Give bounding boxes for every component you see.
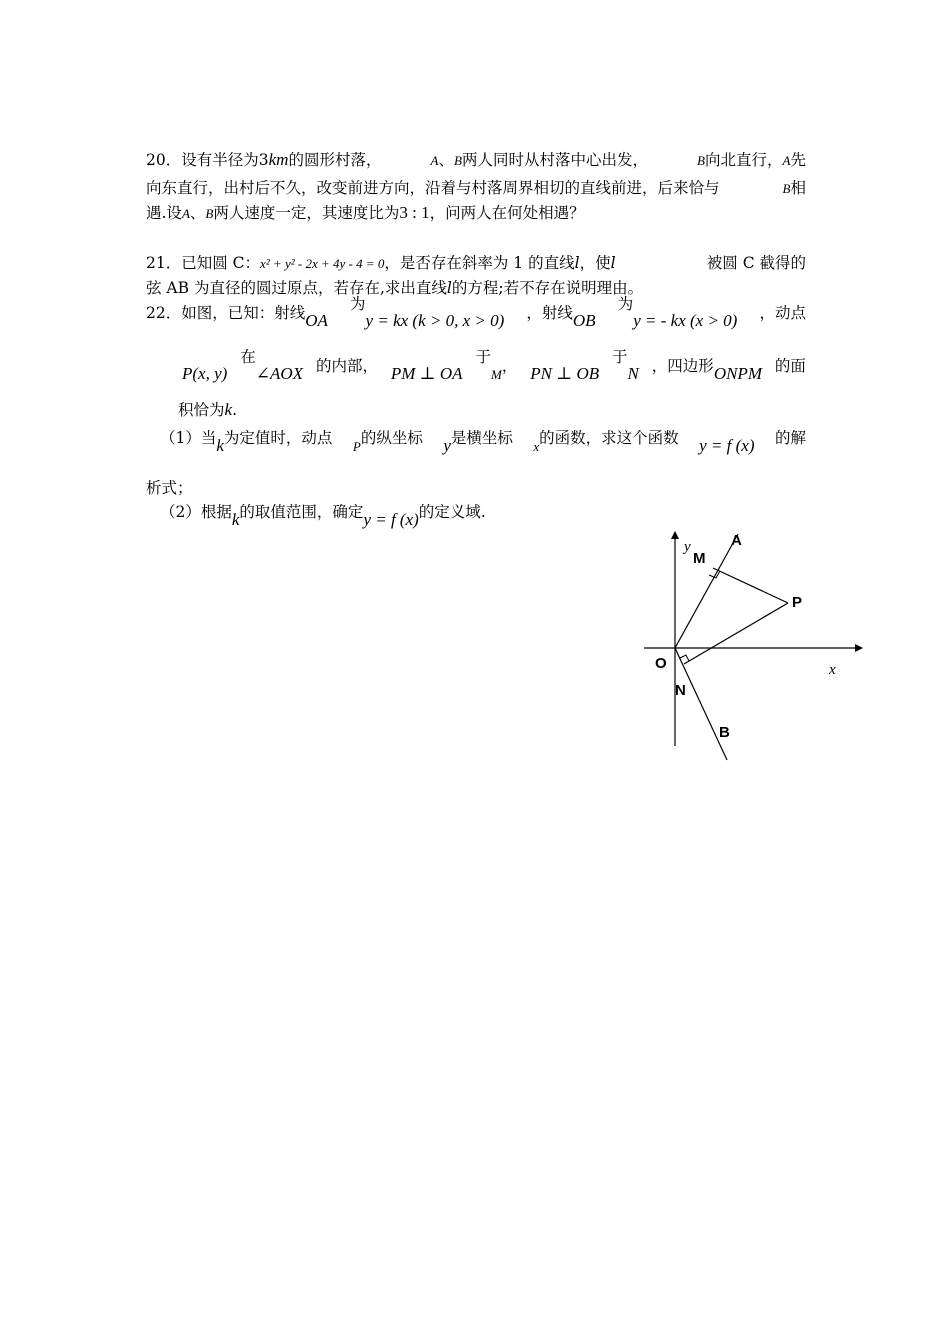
- p20-var-a2: A: [782, 153, 791, 168]
- p22-eq-ob: y = - kx (x > 0): [633, 311, 738, 330]
- p22-pm-perp: PM ⊥ OA: [390, 364, 463, 383]
- p21-text-4: 被圆 C 截得的: [706, 254, 806, 272]
- p22-q1-text-3: 的纵坐标: [360, 429, 423, 447]
- p22-q1-text-4: 是横坐标: [450, 429, 513, 447]
- p21-var-l: l: [574, 254, 580, 272]
- geometry-figure: [640, 520, 870, 765]
- p22-q1-var-p: P: [352, 439, 361, 454]
- p22-ray-oa: OA: [305, 311, 328, 330]
- p22-q2-text-2: 的取值范围，确定: [239, 503, 364, 521]
- label-m: M: [693, 550, 706, 567]
- problem-20-line-2: [146, 178, 806, 199]
- p22-quad-onpm: ONPM: [713, 364, 762, 383]
- p20-l3-var-a: A: [181, 206, 190, 221]
- p21-text-1: 21．已知圆 C：: [146, 254, 261, 272]
- p22-l2-text-2: ，四边形: [651, 357, 714, 375]
- p22-yu: 于: [475, 348, 491, 366]
- p22-q2-text: （2）根据: [160, 503, 232, 521]
- p20-text-end: [697, 150, 806, 171]
- p22-zai: 在: [240, 348, 256, 366]
- p21-l2-text-2: 的方程;若不存在说明理由。: [451, 279, 644, 297]
- problem-22-line-2: [182, 348, 806, 383]
- label-o: O: [655, 655, 667, 672]
- p22-angle-aox: ∠AOX: [255, 364, 304, 383]
- label-a: A: [731, 532, 742, 549]
- p22-point-p: P(x, y): [182, 364, 228, 383]
- p22-l2-text-3: 的面: [774, 357, 806, 375]
- p20-text-1: 的圆形村落，: [288, 151, 382, 169]
- p20-ratio: 3 : 1: [399, 203, 430, 222]
- p20-var-b2: B: [697, 153, 705, 168]
- label-p: P: [792, 594, 803, 611]
- p20-l3-sep: 、: [189, 204, 206, 222]
- problem-22-line-3: [178, 400, 838, 420]
- p22-eq-oa: y = kx (k > 0, x > 0): [365, 311, 505, 330]
- p20-l3-text: 遇.设: [146, 204, 182, 222]
- p22-point-m: M: [490, 367, 502, 382]
- p22-ray-ob: OB: [572, 311, 596, 330]
- segment-pm: [713, 568, 788, 603]
- label-b: B: [719, 724, 730, 741]
- label-x: x: [829, 662, 836, 678]
- problem-20-line-1: [146, 150, 806, 171]
- p22-q1-text-5: 的函数，求这个函数: [539, 429, 679, 447]
- p20-number-text: 20．设有半径为: [146, 151, 259, 169]
- problem-22-line-6: [160, 502, 820, 529]
- p22-q2-var-k: k: [231, 510, 240, 529]
- p20-text-3: 向北直行，: [705, 151, 783, 169]
- p21-text-2: ，是否存在斜率为 1 的直线: [384, 254, 575, 272]
- p20-text-mid: [431, 150, 648, 171]
- label-y: y: [684, 539, 691, 555]
- p22-point-n: N: [627, 364, 639, 383]
- p22-text-2: ，射线: [526, 304, 573, 322]
- segment-pn: [684, 603, 788, 664]
- problem-22-line-4: [160, 428, 806, 455]
- p22-text-3: ，动点: [759, 304, 806, 322]
- problem-22-line-1: [146, 295, 806, 330]
- p20-text-2: 两人同时从村落中心出发，: [461, 151, 648, 169]
- p22-q1-var-y: y: [443, 436, 451, 455]
- p22-var-k: k: [224, 400, 233, 419]
- p21-var-l2: l: [610, 254, 616, 272]
- problem-20-line-3: [146, 203, 806, 224]
- p20-l3-text-2: 两人速度一定，其速度比为: [213, 204, 400, 222]
- p22-wei: 为: [350, 295, 366, 313]
- p21-circle-equation: x² + y² - 2x + 4y - 4 = 0: [260, 256, 385, 271]
- p20-radius: 3: [258, 151, 269, 169]
- p20-text: [146, 150, 381, 171]
- p22-q2-function: y = f (x): [363, 510, 419, 529]
- p21-l2-text: 弦 AB 为直径的圆过原点，若存在,求出直线: [146, 279, 447, 297]
- p22-text-1: 22．如图，已知：射线: [146, 304, 306, 322]
- p21-l2-var-l: l: [446, 279, 452, 297]
- p22-q1-var-k: k: [216, 436, 224, 455]
- right-angle-n: [680, 655, 689, 661]
- problem-21-line-1: [146, 253, 806, 274]
- p20-unit-km: km: [268, 150, 289, 169]
- p22-wei-2: 为: [617, 295, 634, 313]
- p20-l2-var-b: B: [782, 181, 791, 196]
- p20-text-4: 先: [790, 151, 806, 169]
- p22-yu-2: 于: [612, 348, 628, 366]
- p22-comma: ，: [501, 357, 518, 375]
- right-angle-m: [709, 571, 720, 578]
- p20-sep: 、: [438, 151, 454, 169]
- p22-q1-text-2: 为定值时，动点: [223, 429, 333, 447]
- p20-var-b: B: [454, 153, 462, 168]
- p22-q1-text: （1）当: [160, 429, 217, 447]
- p20-var-a: A: [430, 153, 439, 168]
- p22-l3-text: 积恰为: [178, 401, 225, 419]
- problem-22-line-5: [146, 478, 806, 498]
- p22-q1-text-6: 的解: [774, 429, 806, 447]
- label-n: N: [675, 682, 686, 699]
- p22-l3-period: .: [232, 401, 237, 419]
- p20-l2-text: 向东直行，出村后不久，改变前进方向，沿着与村落周界相切的直线前进，后来恰与: [146, 179, 720, 197]
- p20-l3-var-b: B: [205, 206, 214, 221]
- p22-q1-var-x: x: [533, 439, 540, 454]
- problem-21-line-2: [146, 278, 806, 298]
- p22-q1-function: y = f (x): [699, 436, 755, 455]
- p22-q1-text-end: 析式；: [146, 479, 193, 497]
- p22-l2-text-1: 的内部，: [315, 357, 378, 375]
- p21-text-3: ，使: [579, 254, 611, 272]
- p20-l3-text-3: ，问两人在何处相遇？: [429, 204, 585, 222]
- p20-l2-text-2: 相: [790, 179, 806, 197]
- p22-pn-perp: PN ⊥ OB: [530, 364, 600, 383]
- ray-ob: [675, 648, 727, 760]
- p22-q2-text-3: 的定义域.: [418, 503, 486, 521]
